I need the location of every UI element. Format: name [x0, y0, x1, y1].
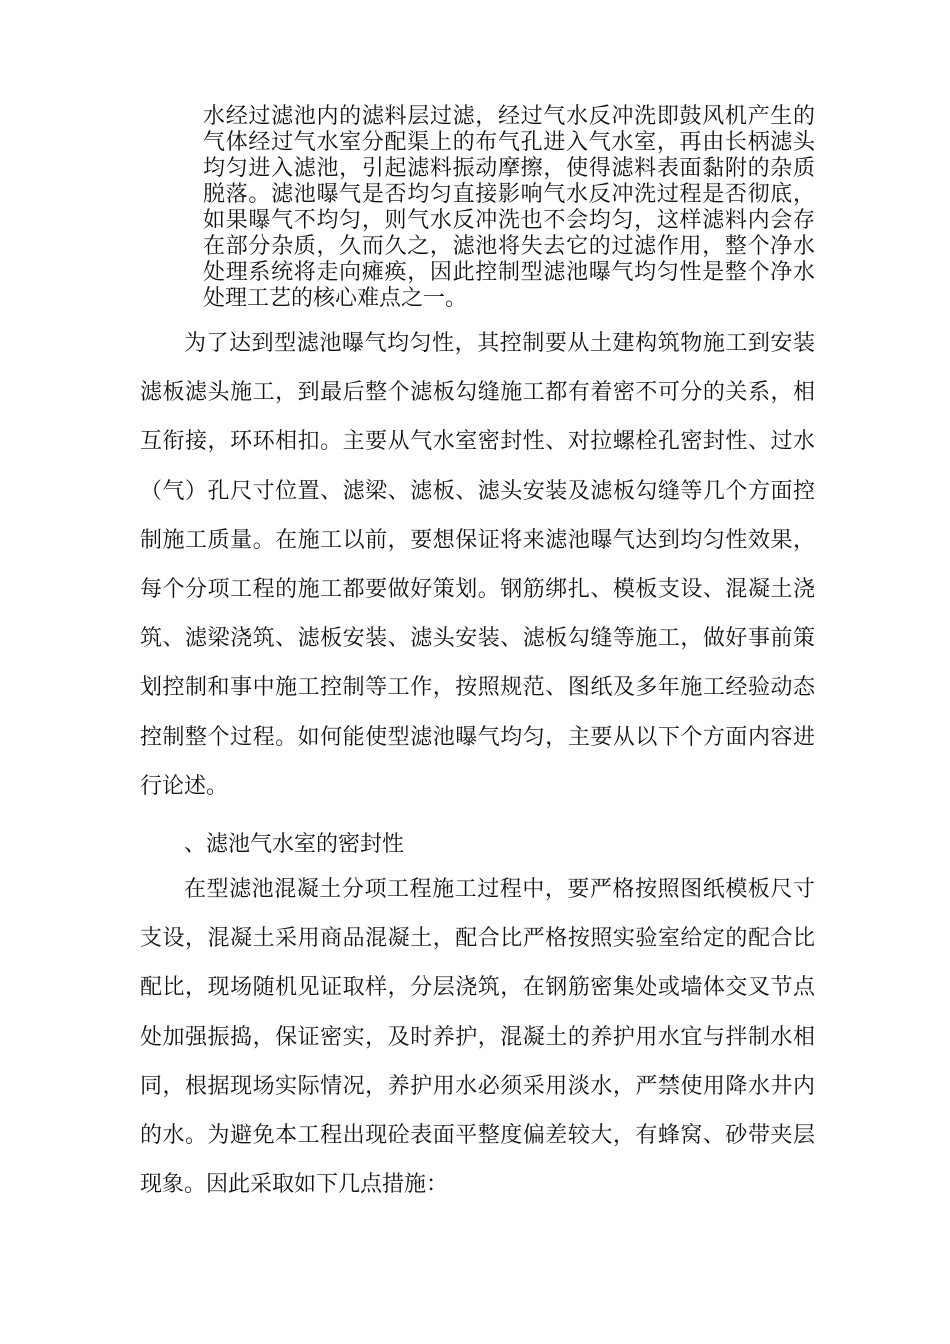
paragraph-line: 配比，现场随机见证取样，分层浇筑，在钢筋密集处或墙体交叉节点	[140, 975, 815, 1001]
paragraph-line: 制施工质量。在施工以前，要想保证将来滤池曝气达到均匀性效果，	[140, 527, 815, 553]
quote-line: 处理系统将走向瘫痪，因此控制型滤池曝气均匀性是整个净水	[203, 260, 815, 285]
quote-line: 在部分杂质，久而久之，滤池将失去它的过滤作用，整个净水	[203, 234, 815, 259]
body-paragraph-2	[140, 865, 815, 1209]
paragraph-line: 支设，混凝土采用商品混凝土，配合比严格按照实验室给定的配合比	[140, 926, 815, 952]
paragraph-line: 的水。为避免本工程出现砼表面平整度偏差较大，有蜂窝、砂带夹层	[140, 1122, 815, 1148]
paragraph-line: 控制整个过程。如何能使型滤池曝气均匀，主要从以下个方面内容进	[140, 724, 815, 750]
quote-line: 气体经过气水室分配渠上的布气孔进入气水室，再由长柄滤头	[203, 130, 815, 155]
paragraph-line: （气）孔尺寸位置、滤梁、滤板、滤头安装及滤板勾缝等几个方面控	[140, 478, 815, 504]
paragraph-line: 现象。因此采取如下几点措施：	[140, 1172, 449, 1198]
section-heading: 、滤池气水室的密封性	[184, 832, 405, 857]
indented-quote-block	[203, 104, 815, 312]
quote-line: 水经过滤池内的滤料层过滤，经过气水反冲洗即鼓风机产生的	[203, 104, 815, 129]
paragraph-line: 行论述。	[140, 773, 229, 799]
paragraph-line: 在型滤池混凝土分项工程施工过程中，要严格按照图纸模板尺寸	[184, 877, 815, 902]
body-paragraph-1	[140, 319, 815, 811]
quote-line: 处理工艺的核心难点之一。	[203, 286, 468, 311]
quote-line: 脱落。滤池曝气是否均匀直接影响气水反冲洗过程是否彻底，	[203, 182, 815, 207]
paragraph-line: 每个分项工程的施工都要做好策划。钢筋绑扎、模板支设、混凝土浇	[140, 576, 815, 602]
paragraph-line: 互衔接，环环相扣。主要从气水室密封性、对拉螺栓孔密封性、过水	[140, 429, 815, 455]
paragraph-line: 划控制和事中施工控制等工作，按照规范、图纸及多年施工经验动态	[140, 675, 815, 701]
paragraph-line: 为了达到型滤池曝气均匀性，其控制要从土建构筑物施工到安装	[184, 331, 815, 356]
paragraph-line: 筑、滤梁浇筑、滤板安装、滤头安装、滤板勾缝等施工，做好事前策	[140, 626, 815, 652]
quote-line: 均匀进入滤池，引起滤料振动摩擦，使得滤料表面黏附的杂质	[203, 156, 815, 181]
paragraph-line: 同，根据现场实际情况，养护用水必须采用淡水，严禁使用降水井内	[140, 1073, 815, 1099]
quote-line: 如果曝气不均匀，则气水反冲洗也不会均匀，这样滤料内会存	[203, 208, 815, 233]
paragraph-line: 处加强振捣，保证密实，及时养护，混凝土的养护用水宜与拌制水相	[140, 1024, 815, 1050]
paragraph-line: 滤板滤头施工，到最后整个滤板勾缝施工都有着密不可分的关系，相	[140, 380, 815, 406]
